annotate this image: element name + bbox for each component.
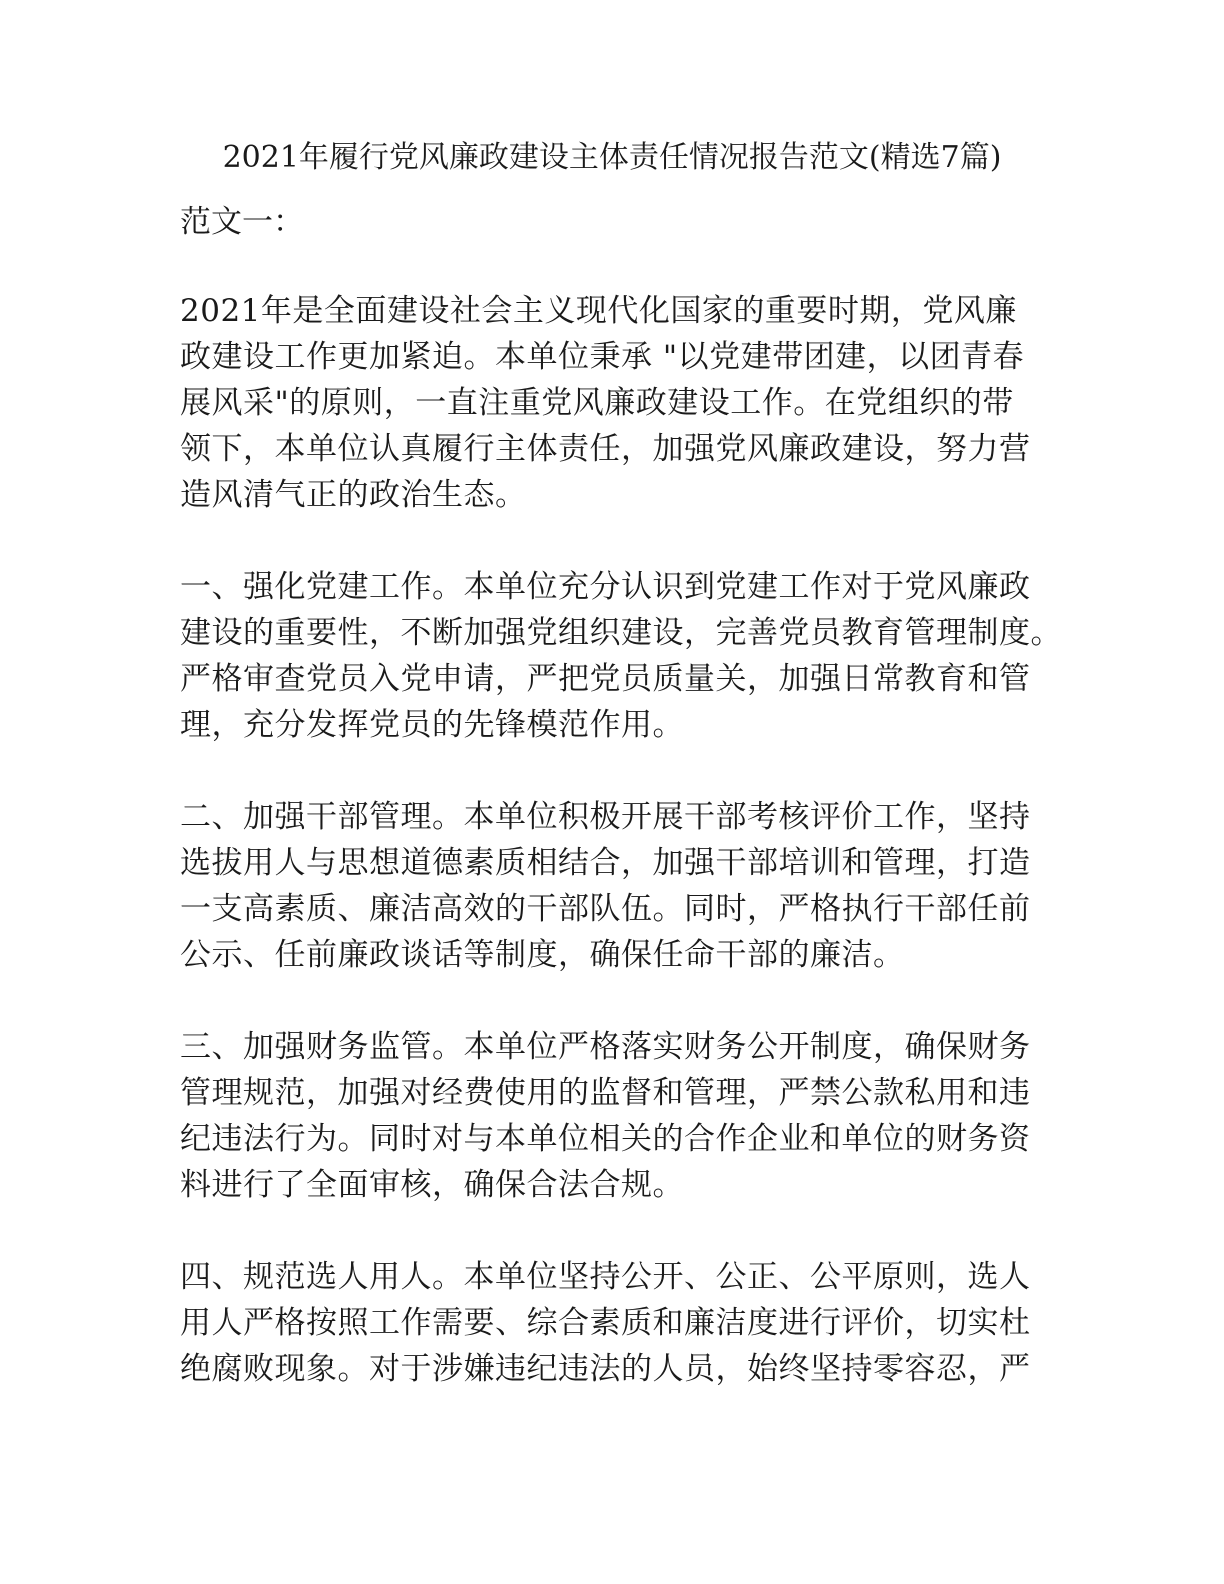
paragraph-personnel-selection [180, 1254, 1060, 1392]
text-line: 二、加强干部管理。本单位积极开展干部考核评价工作，坚持 [180, 799, 1031, 835]
text-line: 2021年是全面建设社会主义现代化国家的重要时期，党风廉 [180, 293, 1017, 329]
text-line: 纪违法行为。同时对与本单位相关的合作企业和单位的财务资 [180, 1121, 1031, 1157]
document-title: 2021年履行党风廉政建设主体责任情况报告范文(精选7篇) [222, 140, 1002, 175]
text-line: 三、加强财务监管。本单位严格落实财务公开制度，确保财务 [180, 1029, 1031, 1065]
text-line: 领下，本单位认真履行主体责任，加强党风廉政建设，努力营 [180, 431, 1031, 467]
text-line: 建设的重要性，不断加强党组织建设，完善党员教育管理制度。 [180, 615, 1062, 651]
section-label: 范文一： [180, 204, 304, 240]
text-line: 一支高素质、廉洁高效的干部队伍。同时，严格执行干部任前 [180, 891, 1031, 927]
text-line: 料进行了全面审核，确保合法合规。 [180, 1167, 684, 1203]
text-line: 用人严格按照工作需要、综合素质和廉洁度进行评价，切实杜 [180, 1305, 1031, 1341]
text-line: 理，充分发挥党员的先锋模范作用。 [180, 707, 684, 743]
text-line: 展风采"的原则，一直注重党风廉政建设工作。在党组织的带 [180, 385, 1014, 421]
text-line: 管理规范，加强对经费使用的监督和管理，严禁公款私用和违 [180, 1075, 1031, 1111]
document-body [180, 288, 1060, 1438]
text-line: 公示、任前廉政谈话等制度，确保任命干部的廉洁。 [180, 937, 905, 973]
text-line: 造风清气正的政治生态。 [180, 477, 527, 513]
text-line: 四、规范选人用人。本单位坚持公开、公正、公平原则，选人 [180, 1259, 1031, 1295]
paragraph-cadre-management [180, 794, 1060, 978]
text-line: 严格审查党员入党申请，严把党员质量关，加强日常教育和管 [180, 661, 1031, 697]
text-line: 一、强化党建工作。本单位充分认识到党建工作对于党风廉政 [180, 569, 1031, 605]
paragraph-party-building [180, 564, 1060, 748]
paragraph-financial-supervision [180, 1024, 1060, 1208]
paragraph-intro [180, 288, 1060, 518]
text-line: 政建设工作更加紧迫。本单位秉承 "以党建带团建，以团青春 [180, 339, 1025, 375]
text-line: 选拔用人与思想道德素质相结合，加强干部培训和管理，打造 [180, 845, 1031, 881]
text-line: 绝腐败现象。对于涉嫌违纪违法的人员，始终坚持零容忍，严 [180, 1351, 1031, 1387]
